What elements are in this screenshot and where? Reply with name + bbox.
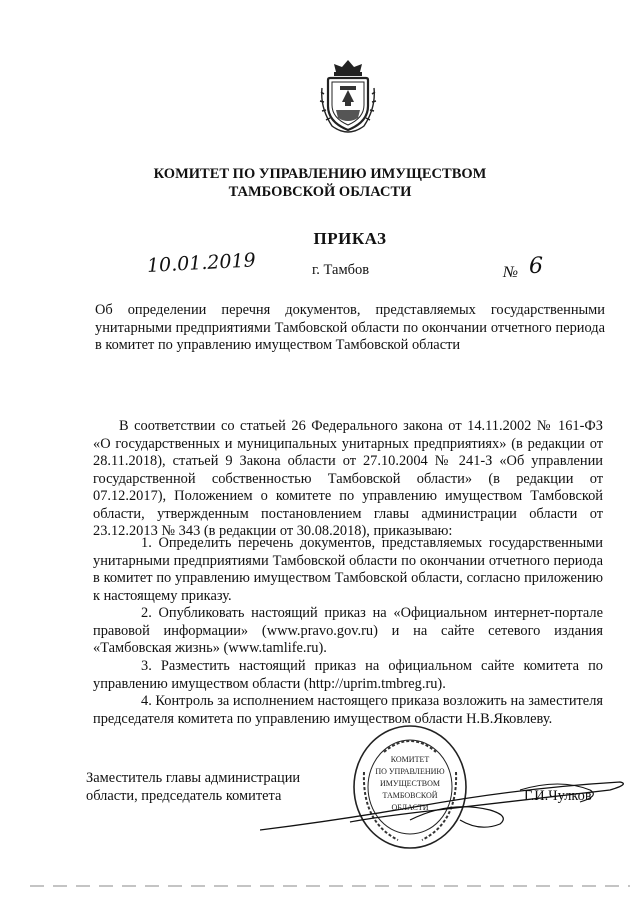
handwritten-number: 6 xyxy=(529,254,543,279)
organization-name-line1: КОМИТЕТ ПО УПРАВЛЕНИЮ ИМУЩЕСТВОМ xyxy=(153,166,487,182)
signatory-position-line1: Заместитель главы администрации xyxy=(86,770,301,786)
handwritten-date: 10.01.2019 xyxy=(146,249,257,277)
order-item-2: 2. Опубликовать настоящий приказ на «Официальном интернет-портале правовой информации» (www.pravo.gov.ru) и на сайте сетевого издания «Тамбовская жизнь» (www.tamlife.ru). xyxy=(93,605,603,656)
city-label: г. Тамбов xyxy=(312,262,370,278)
stamp-center-line5: ОБЛАСТИ xyxy=(391,803,429,812)
order-item-4: 4. Контроль за исполнением настоящего приказа возложить на заместителя председателя комитета по управлению имуществом области Н.В.Яковлеву. xyxy=(93,693,603,727)
signatory-position-line2: области, председатель комитета xyxy=(86,787,282,804)
number-label: № xyxy=(503,264,519,281)
stamp-center-line4: ТАМБОВСКОЙ xyxy=(382,791,438,800)
stamp-center-line1: КОМИТЕТ xyxy=(390,755,430,764)
signatory-name: Г.И.Чулков xyxy=(524,788,592,804)
order-item-3: 3. Разместить настоящий приказ на официальном сайте комитета по управлению имуществом области (http://uprim.tmbreg.ru). xyxy=(93,658,603,692)
preamble-paragraph: В соответствии со статьей 26 Федерального закона от 14.11.2002 № 161-ФЗ «О государственных и муниципальных унитарных предприятиях» (в редакции от 28.11.2018), статьей 9 Закона области от 27.10.2004 № 241-З «Об управлении государственной собственностью Тамбовской области» (в редакции от 07.12.2017), Положением о комитете по управлению имуществом Тамбовской области, утвержденным постановлением главы администрации области от 23.12.2013 № 343 (в редакции от 30.08.2018), приказываю: xyxy=(93,418,603,539)
organization-name-line2: ТАМБОВСКОЙ ОБЛАСТИ xyxy=(228,184,412,200)
coat-of-arms-emblem xyxy=(318,58,378,134)
order-item-1: 1. Определить перечень документов, представляемых государственными унитарными предприятиями Тамбовской области по окончании отчетного периода в комитет по управлению имуществом Тамбовской области, согласно приложению к настоящему приказу. xyxy=(93,535,603,604)
document-title: ПРИКАЗ xyxy=(313,229,387,248)
handwritten-signature xyxy=(260,760,630,840)
stamp-center-line3: ИМУЩЕСТВОМ xyxy=(380,779,440,788)
order-subject: Об определении перечня документов, представляемых государственными унитарными предприятиями Тамбовской области по окончании отчетного периода в комитет по управлению имуществом Тамбовской области xyxy=(95,302,605,353)
scan-border-artifact xyxy=(30,880,630,892)
stamp-center-line2: ПО УПРАВЛЕНИЮ xyxy=(375,767,445,776)
